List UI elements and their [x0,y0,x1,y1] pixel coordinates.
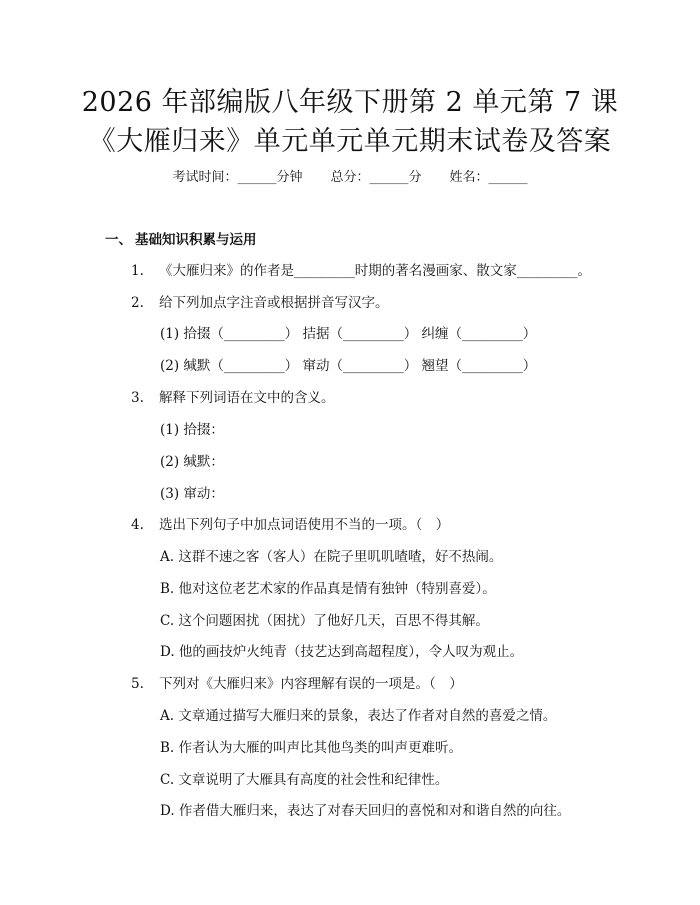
page-title-line-1: 2026 年部编版八年级下册第 2 单元第 7 课 [81,87,619,118]
question-number: 1. [131,263,144,279]
question-number: 2. [131,295,144,311]
option-text: D. 作者借大雁归来，表达了对春天回归的喜悦和对和谐自然的向往。 [160,803,571,819]
option-text: D. 他的画技炉火纯青（技艺达到高超程度），令人叹为观止。 [160,644,524,660]
student-name: 姓名：______ [449,170,528,185]
section-heading [105,231,257,249]
sub-item: (1) 拾掇： [160,422,224,438]
option-text: B. 他对这位老艺术家的作品真是情有独钟（特别喜爱）。 [160,581,496,597]
total-score: 总分：______分 [330,170,422,185]
question-number: 4. [131,517,144,533]
exam-meta [0,170,700,186]
section-number: 一、 [105,232,132,248]
question-number: 3. [131,390,144,406]
option-text: B. 作者认为大雁的叫声比其他鸟类的叫声更难听。 [160,740,463,756]
question-text: 给下列加点字注音或根据拼音写汉字。 [159,295,389,311]
page-title-line-2: 《大雁归来》单元单元单元期末试卷及答案 [88,126,612,157]
option-text: C. 文章说明了大雁具有高度的社会性和纪律性。 [160,772,449,788]
question-number: 5. [131,676,144,692]
section-title: 基础知识积累与运用 [135,232,257,248]
question-text: 选出下列句子中加点词语使用不当的一项。（ ） [159,517,450,533]
option-text: A. 文章通过描写大雁归来的景象，表达了作者对自然的喜爱之情。 [160,708,557,724]
question-text: 下列对《大雁归来》内容理解有误的一项是。（ ） [159,676,463,692]
sub-item: (1) 拾掇（_________） 拮据（_________） 纠缠（_________） [160,326,537,342]
question-text: 《大雁归来》的作者是_________时期的著名漫画家、散文家_________。 [159,263,591,279]
question-text: 解释下列词语在文中的含义。 [159,390,335,406]
sub-item: (3) 窜动： [160,486,224,502]
exam-time: 考试时间：______分钟 [172,170,303,185]
option-text: C. 这个问题困扰（困扰）了他好几天，百思不得其解。 [160,613,489,629]
option-text: A. 这群不速之客（客人）在院子里叽叽喳喳，好不热闹。 [160,549,503,565]
sub-item: (2) 缄默（_________） 窜动（_________） 翘望（_________） [160,358,537,374]
sub-item: (2) 缄默： [160,454,224,470]
